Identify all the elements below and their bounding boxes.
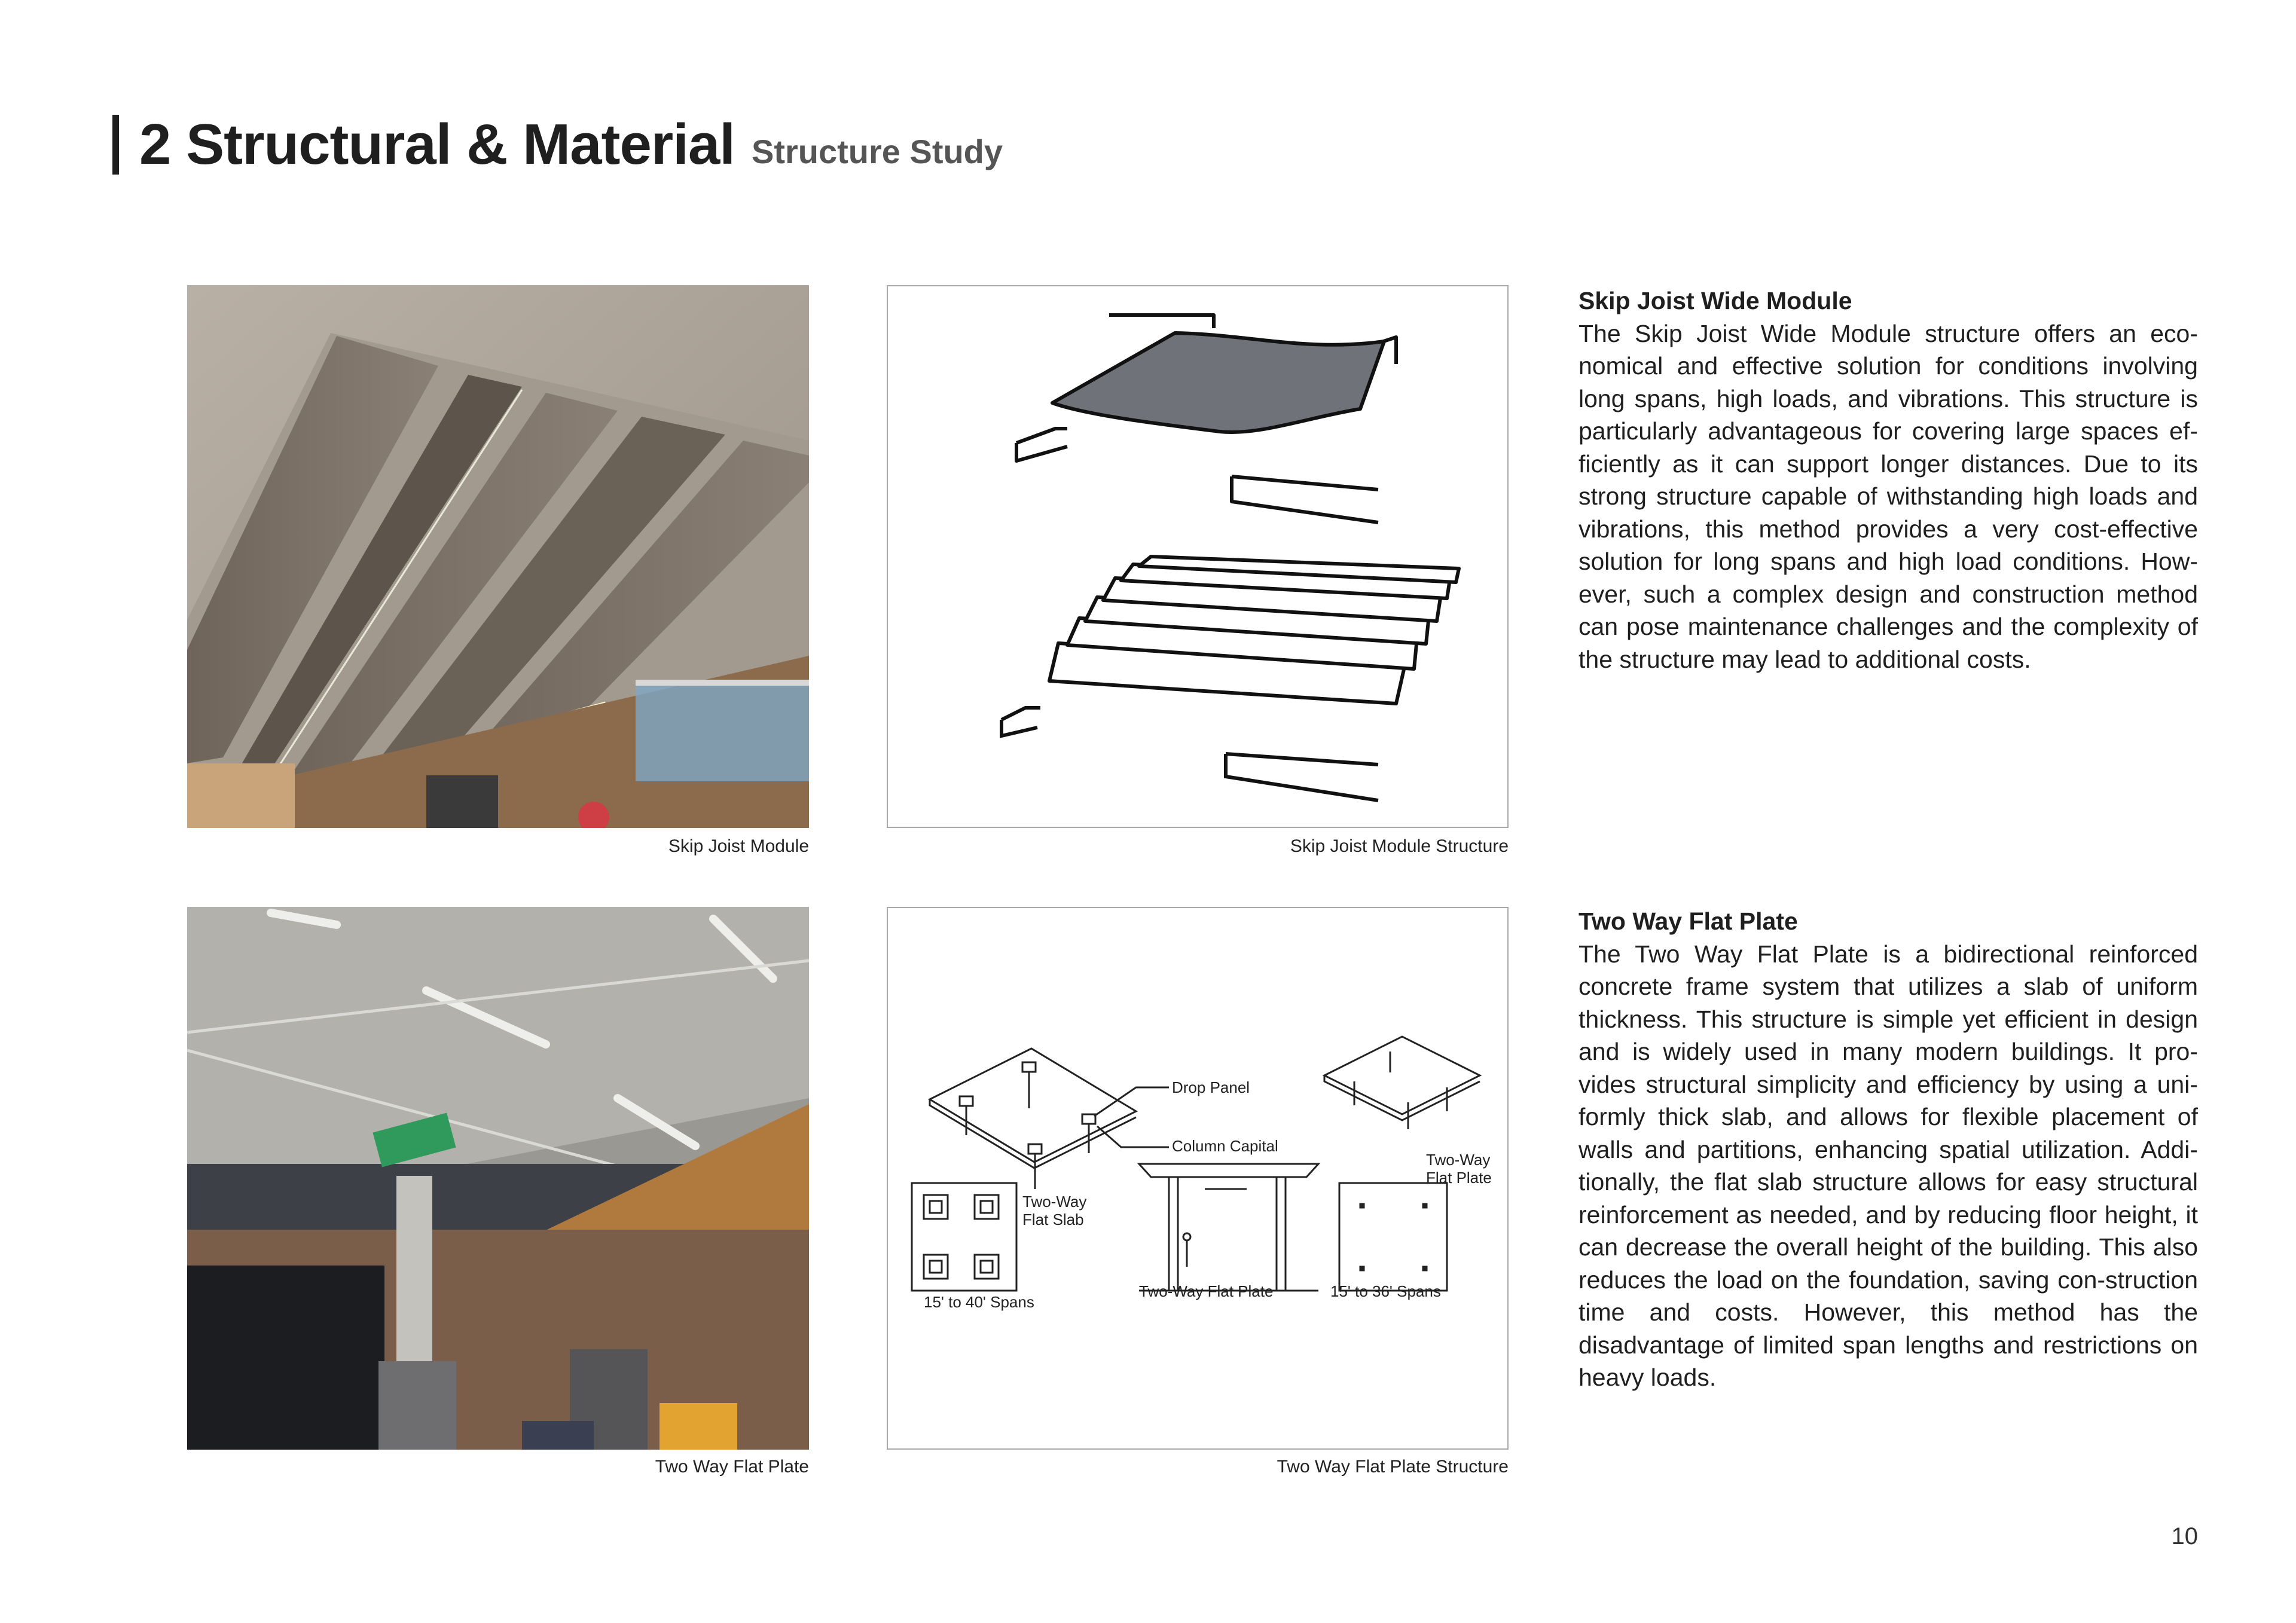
- page-title: 2 Structural & Material: [139, 112, 735, 176]
- page-number: 10: [2171, 1523, 2198, 1549]
- two-way-flat-plate-bottom-label: Two-Way Flat Plate: [1139, 1282, 1274, 1300]
- column-capital-label: Column Capital: [1172, 1137, 1278, 1155]
- skip-joist-diagram-caption: Skip Joist Module Structure: [1290, 836, 1509, 856]
- skip-joist-photo-caption: Skip Joist Module: [668, 836, 809, 856]
- flat-plate-diagram: [887, 907, 1509, 1450]
- flat-plate-text: [1578, 905, 2198, 1394]
- two-way-flat-slab-label-1: Two-Way: [1022, 1193, 1087, 1211]
- two-way-flat-plate-right-label-1: Two-Way: [1426, 1151, 1491, 1169]
- two-way-flat-slab-label-2: Flat Slab: [1022, 1211, 1084, 1228]
- skip-joist-text: [1578, 285, 2198, 676]
- page-header: [114, 108, 1003, 176]
- flat-plate-diagram-illustration: [888, 908, 1507, 1448]
- header-accent-bar: [112, 115, 119, 175]
- flat-plate-photo-caption: Two Way Flat Plate: [655, 1457, 809, 1477]
- spans-left-label: 15' to 40' Spans: [924, 1293, 1034, 1311]
- flat-plate-diagram-caption: Two Way Flat Plate Structure: [1277, 1457, 1509, 1477]
- flat-plate-photo: [187, 907, 809, 1450]
- flat-plate-heading: Two Way Flat Plate: [1578, 907, 1798, 935]
- two-way-flat-plate-right-label-2: Flat Plate: [1426, 1169, 1492, 1187]
- skip-joist-body: The Skip Joist Wide Module structure offers an eco-nomical and effective solution for conditions involving long spans, high loads, and vibrations. This structure is particularly advantageous for covering large spaces ef-ficiently as it can support longer distances. Due to its strong structure capable of withstanding high loads and vibrations, this method provides a very cost-effective solution for long spans and high load conditions. How-ever, such a complex design and construction method can pose maintenance challenges and the complexity of the structure may lead to additional costs.: [1578, 319, 2198, 673]
- skip-joist-heading: Skip Joist Wide Module: [1578, 287, 1852, 314]
- drop-panel-label: Drop Panel: [1172, 1078, 1250, 1096]
- flat-plate-body: The Two Way Flat Plate is a bidirectional reinforced concrete frame system that utilizes a slab of uniform thickness. This structure is simple yet efficient in design and is widely used in many modern buildings. It pro-vides structural simplicity and efficiency by using a uni-formly thick slab, and allows for flexible placement of walls and partitions, enhancing spatial utilization. Addi-tionally, the flat slab structure allows for easy structural reinforcement as needed, and by reducing floor height, it can decrease the overall height of the building. This also reduces the load on the foundation, saving con-struction time and costs. However, this method has the disadvantage of limited span lengths and restrictions on heavy loads.: [1578, 940, 2198, 1391]
- flat-plate-photo-illustration: [187, 907, 809, 1450]
- spans-right-label: 15' to 36' Spans: [1330, 1282, 1441, 1300]
- skip-joist-photo-illustration: [187, 285, 809, 828]
- skip-joist-diagram: [887, 285, 1509, 828]
- page-subtitle: Structure Study: [751, 133, 1003, 170]
- skip-joist-diagram-illustration: [888, 286, 1507, 827]
- skip-joist-photo: [187, 285, 809, 828]
